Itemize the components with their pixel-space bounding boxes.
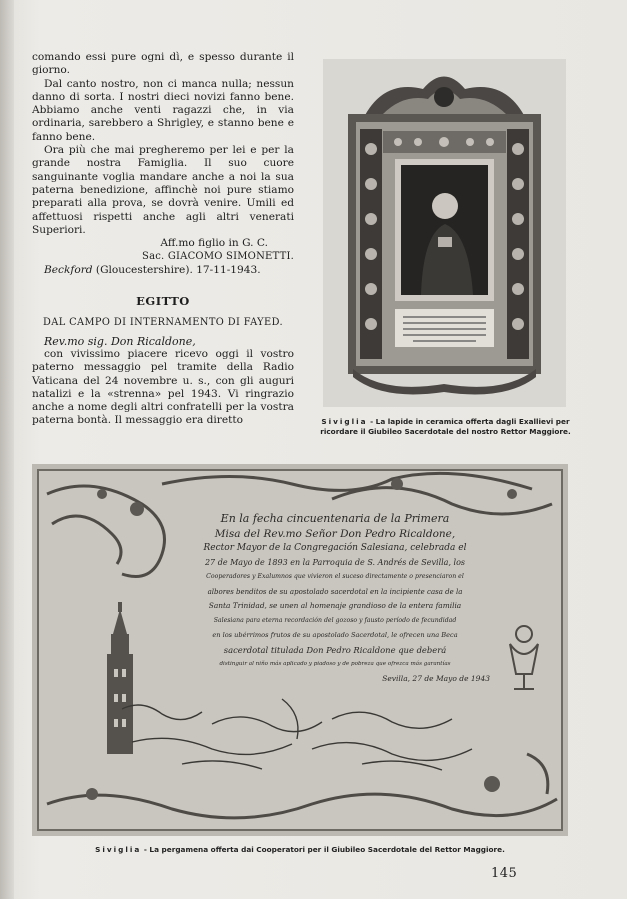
letter-place-date bbox=[32, 264, 294, 277]
plaque-photo bbox=[323, 59, 566, 407]
parchment-line: Sevilla, 27 de Mayo de 1943 bbox=[382, 673, 490, 683]
place-name: Beckford bbox=[44, 263, 93, 276]
caption-lead: Siviglia bbox=[95, 845, 142, 854]
letter-signature: Sac. GIACOMO SIMONETTI. bbox=[142, 251, 294, 263]
parchment-line: distinguir al niño más aplicado y piadoso y de pobreza que ofrezca más garantías bbox=[219, 661, 451, 667]
section-paragraph: con vivissimo piacere ricevo oggi il vostro paterno messaggio pel tramite della Radio Vaticana del 24 novembre u. s., con gli auguri natalizi e la «strenna» pel 1943. Vi ringrazio anche a nome degli altri confratelli per la vostra paterna bontà. Il messaggio era diretto bbox=[32, 347, 294, 427]
letter-paragraph: comando essi pure ogni dì, e spesso durante il giorno. bbox=[32, 51, 294, 77]
parchment-line: Salesiana para eterna recordación del gozoso y fausto período de fecundidad bbox=[213, 616, 457, 624]
caption-text: - La lapide in ceramica offerta dagli Exallievi per ricordare il Giubileo Sacerdotale del nostro Rettor Maggiore. bbox=[320, 417, 571, 436]
page-fold-shadow bbox=[0, 0, 14, 899]
letter-closing: Aff.mo figlio in G. C. bbox=[160, 237, 268, 250]
parchment-line: 27 de Mayo de 1893 en la Parroquia de S. Andrés de Sevilla, los bbox=[204, 557, 466, 567]
parchment-caption bbox=[30, 845, 570, 854]
caption-text: - La pergamena offerta dai Cooperatori per il Giubileo Sacerdotale del Rettor Maggiore. bbox=[141, 845, 505, 854]
parchment-line: Cooperadores y Exalumnos que vivieron el suceso directamente o presenciaron el bbox=[206, 573, 464, 580]
parchment-line: albores benditos de su apostolado sacerdotal en la incipiente casa de la bbox=[207, 587, 463, 596]
parchment-line: en los ubérrimos frutos de su apostolado Sacerdotal, le ofrecen una Beca bbox=[212, 631, 458, 639]
parchment-text bbox=[160, 512, 510, 686]
section-subheading: DAL CAMPO DI INTERNAMENTO DI FAYED. bbox=[42, 317, 284, 329]
parchment-line: En la fecha cincuentenaria de la Primera bbox=[220, 512, 450, 525]
section-heading: EGITTO bbox=[136, 294, 190, 309]
section-salutation: Rev.mo sig. Don Ricaldone, bbox=[44, 334, 196, 348]
parchment-line: Santa Trinidad, se unen al homenaje grandioso de la entera familia bbox=[208, 601, 462, 610]
page-number: 145 bbox=[491, 866, 518, 881]
letter-paragraph: Dal canto nostro, non ci manca nulla; nessun danno di sorta. I nostri dieci novizi fanno bene. Abbiamo anche venti ragazzi che, in via ordinaria, sarebbero a Shrigley, e stanno bene e fanno bene. bbox=[32, 77, 294, 143]
place-details: (Gloucestershire). 17-11-1943. bbox=[92, 263, 261, 276]
text-column bbox=[32, 51, 294, 428]
letter-paragraph: Ora più che mai pregheremo per lei e per la grande nostra Famiglia. Il suo cuore sanguinante voglia mandare anche a noi la sua paterna benedizione, affinchè noi pure stiamo preparati alla prova, se dovrà venire. Umili ed affettuosi rispetti anche agli altri venerati Superiori. bbox=[32, 144, 294, 236]
plaque-caption bbox=[318, 417, 573, 436]
caption-lead: Siviglia bbox=[321, 417, 368, 426]
ceramic-plaque-illustration bbox=[323, 59, 566, 407]
parchment-line: Rector Mayor de la Congregación Salesiana, celebrada el bbox=[203, 543, 467, 553]
parchment-line: Misa del Rev.mo Señor Don Pedro Ricaldone, bbox=[214, 527, 456, 540]
parchment-line: sacerdotal titulada Don Pedro Ricaldone que deberá bbox=[223, 644, 447, 655]
parchment-photo bbox=[32, 464, 568, 836]
